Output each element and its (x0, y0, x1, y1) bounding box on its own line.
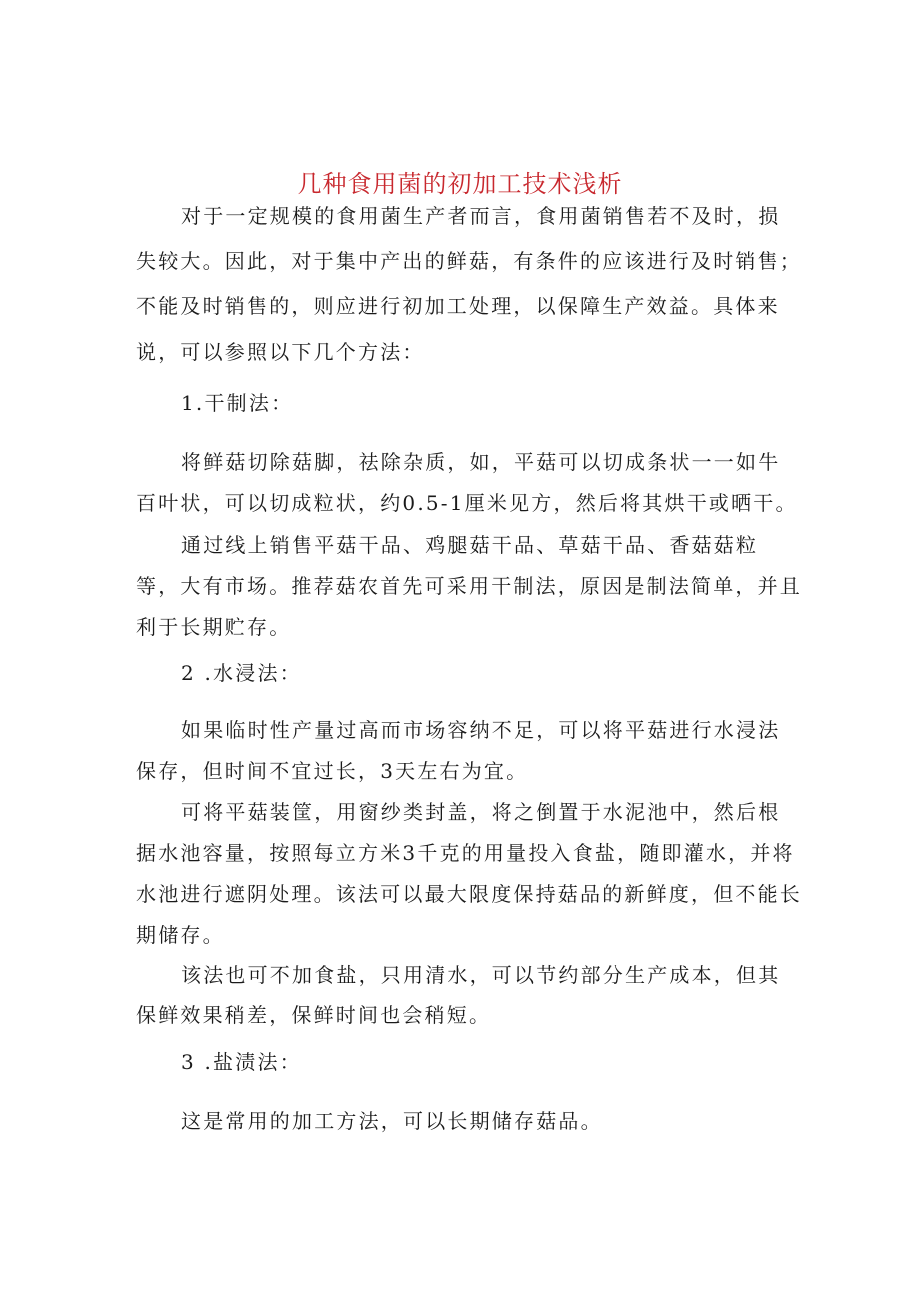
document-title: 几种食用菌的初加工技术浅析 (297, 170, 623, 198)
section1-p2-line-2: 等，大有市场。推荐菇农首先可采用干制法，原因是制法简单，并且 (136, 574, 802, 598)
section2-p2-line-4: 期储存。 (136, 923, 225, 947)
section2-p1-line-2: 保存，但时间不宜过长，3天左右为宜。 (136, 759, 529, 783)
section2-heading: 2 .水浸法： (181, 661, 302, 685)
section2-p3-line-1: 该法也可不加食盐，只用清水，可以节约部分生产成本，但其 (181, 963, 781, 987)
section2-p2-line-1: 可将平菇装筐，用窗纱类封盖，将之倒置于水泥池中，然后根 (181, 800, 781, 824)
section1-heading: 1.干制法： (181, 391, 294, 415)
section3-p1-line-1: 这是常用的加工方法，可以长期储存菇品。 (181, 1109, 603, 1133)
section1-p2-line-3: 利于长期贮存。 (136, 615, 292, 639)
intro-line-4: 说，可以参照以下几个方法： (136, 340, 425, 364)
section1-p2-line-1: 通过线上销售平菇干品、鸡腿菇干品、草菇干品、香菇菇粒 (181, 533, 759, 557)
section2-p3-line-2: 保鲜效果稍差，保鲜时间也会稍短。 (136, 1003, 492, 1027)
section2-p2-line-3: 水池进行遮阴处理。该法可以最大限度保持菇品的新鲜度，但不能长 (136, 882, 802, 906)
section3-heading: 3 .盐渍法： (181, 1050, 302, 1074)
intro-line-2: 失较大。因此，对于集中产出的鲜菇，有条件的应该进行及时销售； (136, 249, 802, 273)
section1-p1-line-1: 将鲜菇切除菇脚，祛除杂质，如，平菇可以切成条状一一如牛 (181, 450, 781, 474)
section1-p1-line-2: 百叶状，可以切成粒状，约0.5-1厘米见方，然后将其烘干或晒干。 (136, 491, 798, 515)
intro-line-1: 对于一定规模的食用菌生产者而言，食用菌销售若不及时，损 (181, 204, 781, 228)
section2-p1-line-1: 如果临时性产量过高而市场容纳不足，可以将平菇进行水浸法 (181, 718, 781, 742)
intro-line-3: 不能及时销售的，则应进行初加工处理，以保障生产效益。具体来 (136, 294, 780, 318)
section2-p2-line-2: 据水池容量，按照每立方米3千克的用量投入食盐，随即灌水，并将 (136, 841, 795, 865)
